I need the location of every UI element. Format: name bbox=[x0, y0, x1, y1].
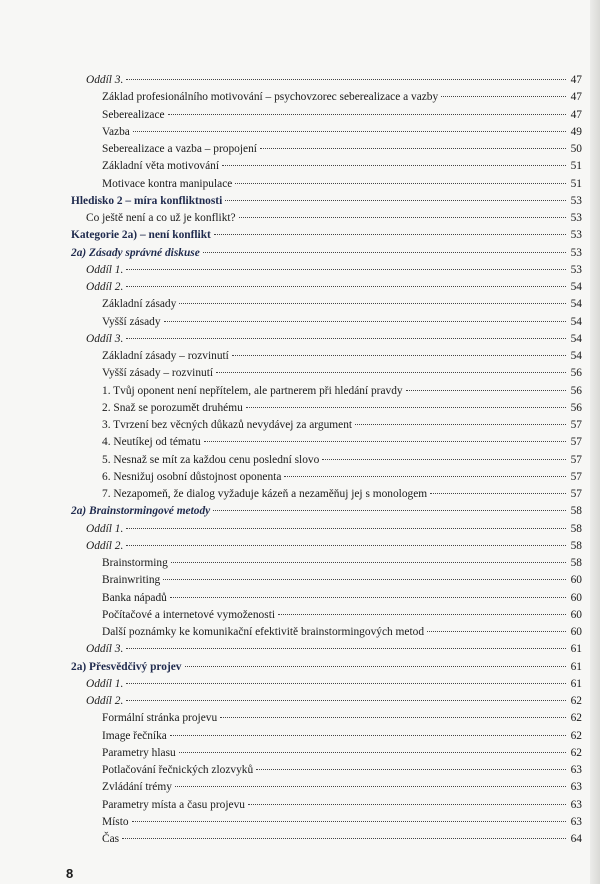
toc-entry bbox=[71, 72, 582, 89]
toc-entry-title: Oddíl 1. bbox=[86, 263, 124, 276]
toc-leader-dots bbox=[239, 217, 566, 218]
toc-entry-page: 63 bbox=[570, 798, 582, 811]
toc-entry bbox=[71, 176, 582, 193]
toc-entry-page: 61 bbox=[570, 643, 582, 656]
toc-leader-dots bbox=[170, 735, 566, 736]
toc-entry-title: Banka nápadů bbox=[102, 591, 167, 604]
toc-entry-page: 60 bbox=[570, 626, 582, 638]
toc-leader-dots bbox=[260, 148, 566, 149]
toc-leader-dots bbox=[204, 441, 566, 442]
toc-entry bbox=[71, 745, 582, 762]
toc-entry bbox=[71, 590, 582, 607]
toc-entry-page: 63 bbox=[570, 781, 582, 794]
toc-entry-page: 62 bbox=[570, 695, 582, 707]
toc-entry bbox=[71, 572, 582, 589]
toc-entry bbox=[71, 779, 582, 796]
toc-entry bbox=[71, 728, 582, 745]
toc-leader-dots bbox=[179, 752, 566, 753]
toc-leader-dots bbox=[216, 372, 566, 373]
toc-entry-title: Oddíl 1. bbox=[86, 522, 124, 535]
toc-entry-page: 54 bbox=[570, 298, 582, 311]
toc-leader-dots bbox=[164, 321, 566, 322]
toc-entry-page: 47 bbox=[570, 91, 582, 104]
toc-entry-title: Oddíl 2. bbox=[86, 539, 124, 552]
toc-entry bbox=[71, 710, 582, 727]
toc-leader-dots bbox=[256, 769, 566, 770]
toc-entry-title: 4. Neutíkej od tématu bbox=[102, 436, 201, 449]
toc-entry bbox=[71, 124, 582, 141]
toc-leader-dots bbox=[132, 821, 566, 822]
toc-entry bbox=[71, 417, 582, 434]
toc-entry bbox=[71, 227, 582, 244]
toc-entry-title: Vazba bbox=[102, 125, 130, 138]
toc-entry-page: 57 bbox=[570, 488, 582, 500]
toc-entry-title: 2a) Brainstormingové metody bbox=[71, 505, 211, 518]
toc-leader-dots bbox=[126, 683, 566, 684]
toc-entry-title: Počítačové a internetové vymoženosti bbox=[102, 608, 276, 621]
toc-entry-page: 58 bbox=[570, 505, 582, 518]
toc-leader-dots bbox=[126, 269, 566, 270]
toc-leader-dots bbox=[163, 579, 566, 580]
toc-entry bbox=[71, 762, 582, 779]
page-edge-shadow bbox=[590, 0, 600, 884]
toc-leader-dots bbox=[122, 838, 566, 839]
toc-entry-page: 60 bbox=[570, 574, 582, 587]
toc-entry-page: 61 bbox=[570, 660, 582, 673]
toc-entry bbox=[71, 503, 582, 520]
toc-leader-dots bbox=[126, 700, 566, 701]
toc-leader-dots bbox=[126, 338, 566, 339]
toc-entry bbox=[71, 814, 582, 831]
toc-leader-dots bbox=[441, 96, 566, 97]
toc-leader-dots bbox=[133, 131, 566, 132]
toc-leader-dots bbox=[170, 597, 566, 598]
toc-entry-title: Vyšší zásady bbox=[102, 315, 161, 328]
table-of-contents bbox=[71, 72, 582, 848]
toc-entry-page: 61 bbox=[570, 677, 582, 690]
toc-leader-dots bbox=[278, 614, 566, 615]
toc-entry-page: 57 bbox=[570, 419, 582, 431]
toc-entry bbox=[71, 434, 582, 451]
toc-entry bbox=[71, 676, 582, 693]
toc-leader-dots bbox=[284, 476, 566, 477]
toc-entry-title: Co ještě není a co už je konflikt? bbox=[86, 212, 236, 224]
toc-entry-page: 57 bbox=[570, 470, 582, 483]
toc-entry-page: 58 bbox=[570, 522, 582, 535]
toc-entry-page: 47 bbox=[570, 108, 582, 121]
toc-leader-dots bbox=[213, 510, 566, 511]
toc-entry-title: Image řečníka bbox=[102, 729, 167, 742]
toc-leader-dots bbox=[168, 114, 566, 115]
toc-entry-title: 3. Tvrzení bez věcných důkazů nevydávej za argument bbox=[102, 419, 353, 431]
toc-entry-title: Brainwriting bbox=[102, 574, 161, 587]
toc-entry-title: Oddíl 1. bbox=[86, 677, 124, 690]
toc-entry bbox=[71, 331, 582, 348]
toc-entry-page: 51 bbox=[570, 177, 582, 190]
toc-entry bbox=[71, 348, 582, 365]
toc-entry bbox=[71, 486, 582, 503]
toc-leader-dots bbox=[430, 493, 566, 494]
toc-entry-title: Seberealizace bbox=[102, 108, 165, 121]
toc-entry-title: Parametry hlasu bbox=[102, 746, 176, 759]
toc-entry-title: Další poznámky ke komunikační efektivitě brainstormingových metod bbox=[102, 626, 425, 638]
toc-leader-dots bbox=[126, 648, 566, 649]
toc-entry-page: 54 bbox=[570, 350, 582, 362]
toc-entry-title: Brainstorming bbox=[102, 557, 168, 569]
toc-entry-page: 50 bbox=[570, 143, 582, 155]
toc-entry bbox=[71, 831, 582, 848]
toc-entry-page: 58 bbox=[570, 557, 582, 569]
toc-entry-page: 58 bbox=[570, 539, 582, 552]
toc-entry bbox=[71, 193, 582, 210]
toc-leader-dots bbox=[220, 717, 566, 718]
toc-leader-dots bbox=[126, 528, 566, 529]
toc-entry-page: 60 bbox=[570, 591, 582, 604]
toc-entry-page: 64 bbox=[570, 833, 582, 845]
toc-leader-dots bbox=[406, 390, 566, 391]
toc-entry bbox=[71, 262, 582, 279]
toc-entry-page: 56 bbox=[570, 401, 582, 414]
toc-entry bbox=[71, 624, 582, 641]
toc-entry bbox=[71, 555, 582, 572]
toc-entry-page: 56 bbox=[570, 367, 582, 380]
toc-entry bbox=[71, 521, 582, 538]
toc-leader-dots bbox=[222, 165, 566, 166]
toc-entry-page: 57 bbox=[570, 453, 582, 466]
toc-entry-page: 62 bbox=[570, 729, 582, 742]
toc-entry bbox=[71, 296, 582, 313]
toc-entry bbox=[71, 107, 582, 124]
toc-entry-page: 57 bbox=[570, 436, 582, 449]
toc-entry-page: 54 bbox=[570, 281, 582, 293]
toc-entry-page: 56 bbox=[570, 384, 582, 397]
toc-entry bbox=[71, 797, 582, 814]
toc-entry-title: 1. Tvůj oponent není nepřítelem, ale partnerem při hledání pravdy bbox=[102, 384, 403, 397]
toc-entry-page: 60 bbox=[570, 608, 582, 621]
toc-leader-dots bbox=[126, 286, 566, 287]
toc-leader-dots bbox=[185, 666, 566, 667]
toc-leader-dots bbox=[175, 786, 566, 787]
toc-entry-title: Formální stránka projevu bbox=[102, 712, 218, 725]
toc-entry-title: Potlačování řečnických zlozvyků bbox=[102, 764, 254, 776]
toc-entry-page: 63 bbox=[570, 815, 582, 828]
toc-entry bbox=[71, 641, 582, 658]
toc-entry-title: 2. Snaž se porozumět druhému bbox=[102, 401, 243, 414]
toc-entry-title: Parametry místa a času projevu bbox=[102, 798, 245, 811]
toc-entry bbox=[71, 469, 582, 486]
toc-leader-dots bbox=[355, 424, 566, 425]
toc-entry-title: 2a) Zásady správné diskuse bbox=[71, 246, 200, 259]
toc-entry-title: Základní zásady bbox=[102, 298, 177, 311]
toc-leader-dots bbox=[214, 234, 566, 235]
toc-entry-title: Základ profesionálního motivování – psychovzorec seberealizace a vazby bbox=[102, 91, 439, 104]
toc-leader-dots bbox=[225, 200, 566, 201]
toc-entry-page: 53 bbox=[570, 212, 582, 224]
toc-leader-dots bbox=[171, 562, 566, 563]
toc-entry-title: 7. Nezapomeň, že dialog vyžaduje kázeň a nezaměňuj jej s monologem bbox=[102, 488, 428, 500]
toc-entry-title: Oddíl 2. bbox=[86, 281, 124, 293]
toc-entry bbox=[71, 365, 582, 382]
toc-entry-title: Oddíl 2. bbox=[86, 695, 124, 707]
toc-entry-title: Oddíl 3. bbox=[86, 643, 124, 656]
toc-entry-title: Motivace kontra manipulace bbox=[102, 177, 233, 190]
page-number: 8 bbox=[66, 866, 74, 881]
toc-entry-page: 49 bbox=[570, 125, 582, 138]
toc-entry-title: Oddíl 3. bbox=[86, 332, 124, 345]
toc-entry-page: 62 bbox=[570, 746, 582, 759]
toc-entry-page: 54 bbox=[570, 332, 582, 345]
toc-entry bbox=[71, 383, 582, 400]
toc-entry-page: 63 bbox=[570, 764, 582, 776]
toc-entry-page: 53 bbox=[570, 194, 582, 207]
toc-entry bbox=[71, 452, 582, 469]
toc-entry-title: Kategorie 2a) – není konflikt bbox=[71, 229, 211, 242]
toc-entry bbox=[71, 279, 582, 296]
toc-entry bbox=[71, 400, 582, 417]
toc-entry bbox=[71, 314, 582, 331]
toc-entry-title: 6. Nesnižuj osobní důstojnost oponenta bbox=[102, 470, 282, 483]
toc-leader-dots bbox=[246, 407, 566, 408]
toc-entry bbox=[71, 245, 582, 262]
toc-leader-dots bbox=[126, 79, 566, 80]
toc-leader-dots bbox=[126, 545, 566, 546]
toc-entry-page: 51 bbox=[570, 160, 582, 173]
toc-entry bbox=[71, 659, 582, 676]
toc-entry-page: 53 bbox=[570, 229, 582, 242]
toc-entry-page: 54 bbox=[570, 315, 582, 328]
toc-entry-page: 53 bbox=[570, 263, 582, 276]
toc-leader-dots bbox=[232, 355, 566, 356]
toc-entry-title: Základní věta motivování bbox=[102, 160, 220, 173]
toc-entry bbox=[71, 89, 582, 106]
toc-entry-page: 47 bbox=[570, 74, 582, 86]
toc-leader-dots bbox=[235, 183, 566, 184]
toc-entry-title: Hledisko 2 – míra konfliktnosti bbox=[71, 194, 223, 207]
toc-entry-title: Oddíl 3. bbox=[86, 74, 124, 86]
toc-entry bbox=[71, 141, 582, 158]
toc-leader-dots bbox=[322, 459, 566, 460]
toc-leader-dots bbox=[248, 804, 566, 805]
toc-entry bbox=[71, 158, 582, 175]
toc-entry-title: 5. Nesnaž se mít za každou cenu poslední slovo bbox=[102, 453, 320, 466]
toc-entry-title: Seberealizace a vazba – propojení bbox=[102, 143, 257, 155]
toc-entry-title: Místo bbox=[102, 815, 129, 828]
toc-leader-dots bbox=[203, 252, 566, 253]
toc-entry-title: Čas bbox=[102, 833, 120, 845]
toc-entry-page: 62 bbox=[570, 712, 582, 725]
toc-leader-dots bbox=[427, 631, 566, 632]
toc-entry-title: Základní zásady – rozvinutí bbox=[102, 350, 229, 362]
toc-leader-dots bbox=[179, 303, 566, 304]
toc-entry bbox=[71, 210, 582, 227]
toc-entry-page: 53 bbox=[570, 246, 582, 259]
toc-entry bbox=[71, 538, 582, 555]
toc-entry-title: Vyšší zásady – rozvinutí bbox=[102, 367, 214, 380]
toc-entry-title: Zvládání trémy bbox=[102, 781, 172, 794]
toc-entry bbox=[71, 607, 582, 624]
toc-entry bbox=[71, 693, 582, 710]
toc-entry-title: 2a) Přesvědčivý projev bbox=[71, 660, 182, 673]
